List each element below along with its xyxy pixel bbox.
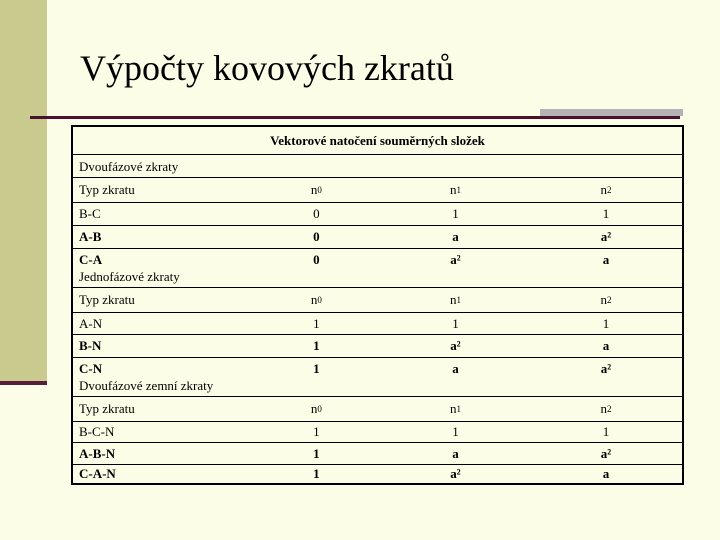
cell-n0: 0 bbox=[313, 206, 320, 221]
header-cell-n1: n 1 bbox=[450, 182, 461, 197]
table-row bbox=[73, 358, 682, 380]
cell-type: A-B-N bbox=[79, 445, 116, 461]
cell-n0: 1 bbox=[313, 315, 320, 331]
cell-n2: 1 bbox=[602, 424, 610, 439]
table-row bbox=[73, 465, 682, 483]
cell-n0: 1 bbox=[313, 338, 320, 353]
cell-n2: a² bbox=[600, 445, 612, 461]
table-divider bbox=[73, 154, 682, 155]
title-rule-accent bbox=[540, 109, 683, 116]
symmetric-components-table bbox=[71, 125, 684, 485]
header-cell-n2: n 2 bbox=[600, 401, 612, 416]
header-cell-n0: n 0 bbox=[310, 182, 322, 197]
cell-n0: 1 bbox=[313, 466, 320, 481]
cell-type: A-N bbox=[79, 315, 103, 331]
header-cell-n0: n 0 bbox=[310, 401, 322, 416]
side-decoration-bar bbox=[0, 0, 47, 384]
side-decoration-base bbox=[0, 381, 47, 385]
table-title: Vektorové natočení souměrných složek bbox=[270, 132, 485, 148]
table-row bbox=[73, 203, 682, 225]
header-cell-n0: n 0 bbox=[310, 292, 322, 307]
cell-n1: a² bbox=[450, 252, 461, 267]
cell-n2: a bbox=[602, 466, 610, 481]
header-cell-type: Typ zkratu bbox=[79, 182, 135, 197]
cell-type: A-B bbox=[79, 229, 102, 244]
cell-n1: a² bbox=[450, 466, 461, 481]
section-label: Jednofázové zkraty bbox=[79, 269, 180, 284]
cell-n2: a² bbox=[600, 229, 612, 244]
cell-n1: a² bbox=[450, 338, 461, 353]
header-cell-type: Typ zkratu bbox=[79, 292, 135, 307]
table-row bbox=[73, 443, 682, 464]
header-cell-type: Typ zkratu bbox=[79, 401, 135, 416]
cell-n0: 1 bbox=[313, 424, 320, 439]
cell-n2: 1 bbox=[602, 315, 610, 331]
cell-n0: 1 bbox=[313, 445, 320, 461]
header-cell-n1: n 1 bbox=[450, 292, 461, 307]
cell-type: B-N bbox=[79, 338, 102, 353]
cell-n1: 1 bbox=[452, 424, 459, 439]
cell-type: C-N bbox=[79, 361, 103, 376]
header-cell-n2: n 2 bbox=[600, 292, 612, 307]
table-row bbox=[73, 313, 682, 334]
title-rule bbox=[30, 116, 680, 119]
table-header-row bbox=[73, 397, 682, 421]
cell-n1: 1 bbox=[452, 315, 459, 331]
table-header-row bbox=[73, 178, 682, 202]
cell-type: B-C bbox=[79, 206, 101, 221]
cell-n0: 0 bbox=[313, 229, 320, 244]
section-label: Dvoufázové zkraty bbox=[79, 159, 179, 174]
cell-n1: a bbox=[452, 229, 459, 244]
table-row bbox=[73, 226, 682, 248]
table-row bbox=[73, 249, 682, 271]
cell-n1: a bbox=[452, 361, 459, 376]
cell-type: C-A-N bbox=[79, 466, 116, 481]
header-cell-n2: n 2 bbox=[600, 182, 612, 197]
slide-title: Výpočty kovových zkratů bbox=[80, 48, 454, 88]
cell-n1: 1 bbox=[452, 206, 459, 221]
cell-type: B-C-N bbox=[79, 424, 115, 439]
cell-n2: 1 bbox=[602, 206, 610, 221]
header-cell-n1: n 1 bbox=[450, 401, 461, 416]
cell-n1: a bbox=[452, 445, 459, 461]
table-row bbox=[73, 335, 682, 357]
cell-type: C-A bbox=[79, 252, 103, 267]
table-header-row bbox=[73, 288, 682, 312]
table-row bbox=[73, 422, 682, 442]
cell-n2: a² bbox=[600, 361, 612, 376]
section-label: Dvoufázové zemní zkraty bbox=[79, 378, 214, 393]
cell-n2: a bbox=[602, 338, 610, 353]
cell-n0: 0 bbox=[313, 252, 320, 267]
cell-n0: 1 bbox=[313, 361, 320, 376]
cell-n2: a bbox=[602, 252, 610, 267]
